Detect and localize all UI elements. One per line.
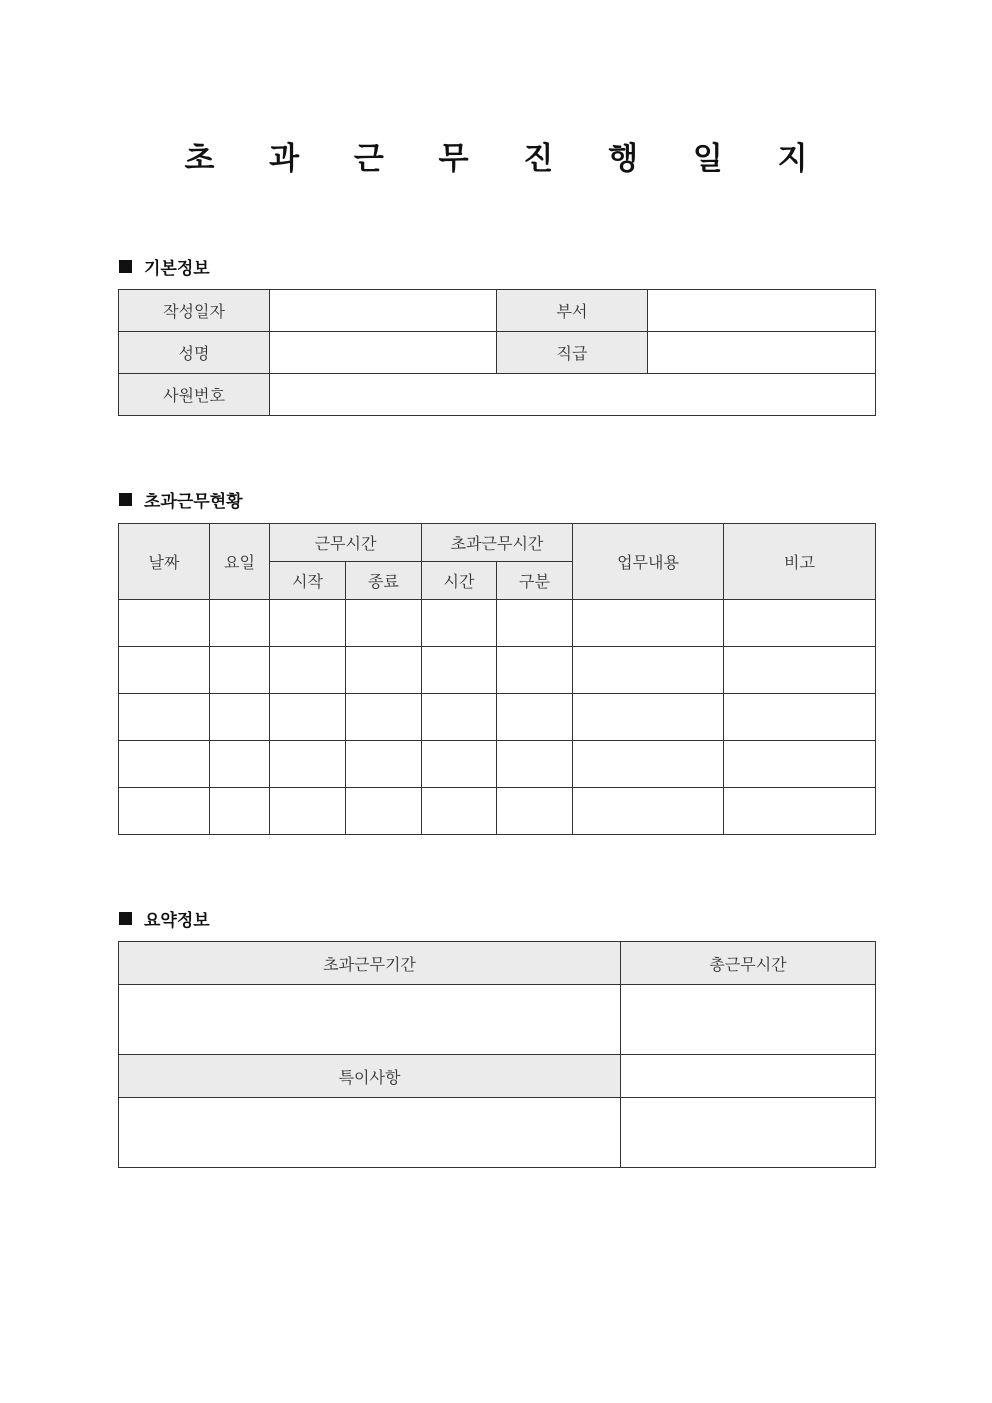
notes-field[interactable]	[119, 1098, 621, 1168]
table-cell[interactable]	[573, 647, 724, 694]
table-row	[119, 694, 876, 741]
section-heading-summary-info	[119, 906, 210, 931]
table-cell[interactable]	[422, 788, 497, 835]
table-cell[interactable]	[422, 647, 497, 694]
section-heading-label: 기본정보	[144, 259, 210, 279]
table-cell[interactable]	[497, 600, 573, 647]
table-cell[interactable]	[497, 741, 573, 788]
table-cell[interactable]	[422, 694, 497, 741]
basic-info-table	[118, 289, 876, 416]
column-header-work-time: 근무시간	[270, 524, 422, 562]
table-cell[interactable]	[210, 741, 270, 788]
table-cell[interactable]	[724, 694, 876, 741]
column-header-date: 날짜	[119, 524, 210, 600]
summary-info-table	[118, 941, 876, 1168]
table-cell[interactable]	[210, 647, 270, 694]
table-cell[interactable]	[346, 741, 422, 788]
table-cell[interactable]	[497, 694, 573, 741]
section-heading-basic-info	[119, 254, 210, 279]
table-cell[interactable]	[119, 741, 210, 788]
table-row	[119, 332, 876, 374]
table-cell[interactable]	[270, 694, 346, 741]
table-header-row	[119, 1055, 876, 1098]
employee-id-field[interactable]	[270, 374, 876, 416]
total-hours-label: 총근무시간	[621, 942, 876, 985]
table-row	[119, 985, 876, 1055]
table-row	[119, 741, 876, 788]
column-header-hours: 시간	[422, 562, 497, 600]
column-header-start: 시작	[270, 562, 346, 600]
table-cell[interactable]	[573, 741, 724, 788]
department-field[interactable]	[648, 290, 876, 332]
table-cell[interactable]	[724, 788, 876, 835]
section-heading-label: 요약정보	[144, 911, 210, 931]
table-row	[119, 1098, 876, 1168]
blank-cell[interactable]	[621, 1055, 876, 1098]
column-header-overtime: 초과근무시간	[422, 524, 573, 562]
overtime-status-table	[118, 523, 876, 835]
table-cell[interactable]	[346, 788, 422, 835]
square-bullet-icon	[119, 260, 132, 273]
column-header-type: 구분	[497, 562, 573, 600]
column-header-task: 업무내용	[573, 524, 724, 600]
table-cell[interactable]	[119, 694, 210, 741]
table-cell[interactable]	[119, 600, 210, 647]
table-cell[interactable]	[497, 788, 573, 835]
table-cell[interactable]	[422, 600, 497, 647]
table-cell[interactable]	[346, 694, 422, 741]
department-label: 부서	[497, 290, 648, 332]
table-cell[interactable]	[422, 741, 497, 788]
table-cell[interactable]	[270, 788, 346, 835]
table-row	[119, 374, 876, 416]
column-header-end: 종료	[346, 562, 422, 600]
position-label: 직급	[497, 332, 648, 374]
table-cell[interactable]	[573, 694, 724, 741]
square-bullet-icon	[119, 493, 132, 506]
table-cell[interactable]	[724, 600, 876, 647]
table-cell[interactable]	[210, 694, 270, 741]
table-cell[interactable]	[119, 647, 210, 694]
date-field[interactable]	[270, 290, 497, 332]
table-cell[interactable]	[346, 647, 422, 694]
section-heading-label: 초과근무현황	[144, 492, 243, 512]
column-header-remarks: 비고	[724, 524, 876, 600]
blank-cell[interactable]	[621, 1098, 876, 1168]
total-hours-field[interactable]	[621, 985, 876, 1055]
overtime-period-field[interactable]	[119, 985, 621, 1055]
table-row	[119, 290, 876, 332]
table-row	[119, 600, 876, 647]
table-cell[interactable]	[573, 788, 724, 835]
table-cell[interactable]	[210, 788, 270, 835]
overtime-period-label: 초과근무기간	[119, 942, 621, 985]
name-label: 성명	[119, 332, 270, 374]
employee-id-label: 사원번호	[119, 374, 270, 416]
notes-label: 특이사항	[119, 1055, 621, 1098]
position-field[interactable]	[648, 332, 876, 374]
table-cell[interactable]	[724, 647, 876, 694]
table-cell[interactable]	[724, 741, 876, 788]
page-title: 초 과 근 무 진 행 일 지	[184, 141, 830, 177]
table-cell[interactable]	[497, 647, 573, 694]
table-cell[interactable]	[573, 600, 724, 647]
table-cell[interactable]	[119, 788, 210, 835]
table-cell[interactable]	[270, 741, 346, 788]
table-cell[interactable]	[270, 647, 346, 694]
table-header-row	[119, 942, 876, 985]
column-header-day: 요일	[210, 524, 270, 600]
table-row	[119, 788, 876, 835]
table-cell[interactable]	[346, 600, 422, 647]
section-heading-overtime-status	[119, 487, 243, 512]
table-cell[interactable]	[270, 600, 346, 647]
table-cell[interactable]	[210, 600, 270, 647]
name-field[interactable]	[270, 332, 497, 374]
table-header-row	[119, 524, 876, 562]
date-label: 작성일자	[119, 290, 270, 332]
table-row	[119, 647, 876, 694]
square-bullet-icon	[119, 912, 132, 925]
